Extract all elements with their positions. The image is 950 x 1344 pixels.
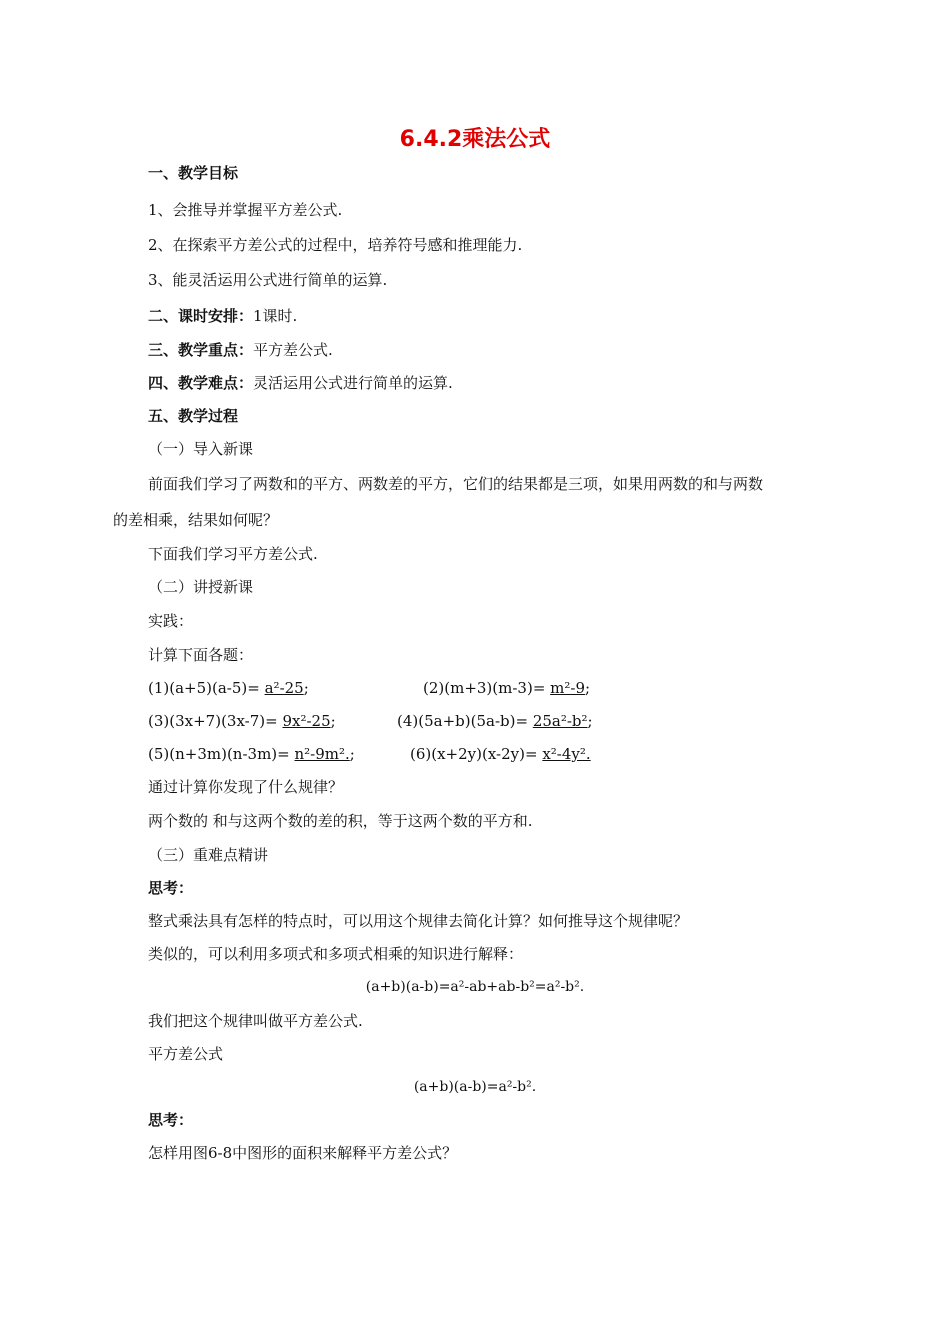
key-point-line — [148, 340, 333, 360]
subsection-heading: （二）讲授新课 — [148, 578, 254, 596]
subsection-heading: （一）导入新课 — [148, 440, 254, 458]
exercise-expression: (6)(x+2y)(x-2y)= — [410, 745, 543, 763]
exercise-tail: ; — [303, 679, 309, 697]
exercise-answer: 9x²-25 — [282, 712, 331, 730]
exercise-expression: (5)(n+3m)(n-3m)= — [148, 745, 295, 763]
paragraph: 下面我们学习平方差公式. — [148, 545, 318, 563]
objective-item: 1、会推导并掌握平方差公式. — [148, 201, 343, 219]
schedule-line — [148, 306, 297, 326]
exercise — [410, 744, 591, 764]
paragraph: 我们把这个规律叫做平方差公式. — [148, 1012, 363, 1030]
exercise-answer: 25a²-b² — [532, 712, 588, 730]
exercise-answer: x²-4y². — [542, 745, 591, 763]
exercise — [148, 744, 355, 764]
paragraph: 通过计算你发现了什么规律？ — [148, 778, 344, 796]
section-text: 平方差公式. — [253, 341, 333, 359]
section-heading: 三、教学重点： — [148, 341, 254, 359]
paragraph: 整式乘法具有怎样的特点时，可以用这个规律去简化计算？如何推导这个规律呢？ — [148, 912, 689, 930]
section-heading: 四、教学难点： — [148, 374, 254, 392]
subsection-heading: （三）重难点精讲 — [148, 846, 269, 864]
exercise-expression: (2)(m+3)(m-3)= — [423, 679, 551, 697]
exercise-answer: a²-25 — [264, 679, 304, 697]
paragraph: 类似的，可以利用多项式和多项式相乘的知识进行解释： — [148, 945, 524, 963]
section-text: 1课时. — [253, 307, 298, 325]
exercise-answer: m²-9 — [550, 679, 586, 697]
exercise — [148, 711, 336, 731]
think-heading: 思考： — [148, 1111, 194, 1129]
section-heading: 一、教学目标 — [148, 164, 239, 182]
exercise-tail: ; — [349, 745, 355, 763]
exercise — [148, 678, 309, 698]
exercise-tail: ; — [330, 712, 336, 730]
exercise-expression: (1)(a+5)(a-5)= — [148, 679, 265, 697]
section-heading: 五、教学过程 — [148, 407, 239, 425]
paragraph: 平方差公式 — [148, 1045, 224, 1063]
paragraph: 怎样用图6-8中图形的面积来解释平方差公式？ — [148, 1144, 458, 1162]
paragraph: 计算下面各题： — [148, 646, 254, 664]
paragraph: 两个数的 和与这两个数的差的积，等于这两个数的平方和. — [148, 812, 533, 830]
formula: (a+b)(a-b)=a²-b². — [413, 1079, 537, 1095]
section-text: 灵活运用公式进行简单的运算. — [253, 374, 453, 392]
paragraph: 的差相乘，结果如何呢？ — [113, 511, 279, 529]
exercise — [397, 711, 593, 731]
page-title: 6.4.2乘法公式 — [399, 127, 551, 152]
exercise-expression: (3)(3x+7)(3x-7)= — [148, 712, 283, 730]
exercise-tail: ; — [587, 712, 593, 730]
paragraph: 前面我们学习了两数和的平方、两数差的平方，它们的结果都是三项，如果用两数的和与两数 — [148, 475, 764, 493]
think-heading: 思考： — [148, 879, 194, 897]
formula: (a+b)(a-b)=a²-ab+ab-b²=a²-b². — [365, 979, 585, 995]
objective-item: 3、能灵活运用公式进行简单的运算. — [148, 271, 388, 289]
paragraph: 实践： — [148, 612, 194, 630]
section-heading: 二、课时安排： — [148, 307, 254, 325]
exercise-tail: ; — [585, 679, 591, 697]
exercise-answer: n²-9m². — [294, 745, 350, 763]
objective-item: 2、在探索平方差公式的过程中，培养符号感和推理能力. — [148, 236, 523, 254]
difficulty-line — [148, 373, 453, 393]
exercise-expression: (4)(5a+b)(5a-b)= — [397, 712, 533, 730]
exercise — [423, 678, 590, 698]
